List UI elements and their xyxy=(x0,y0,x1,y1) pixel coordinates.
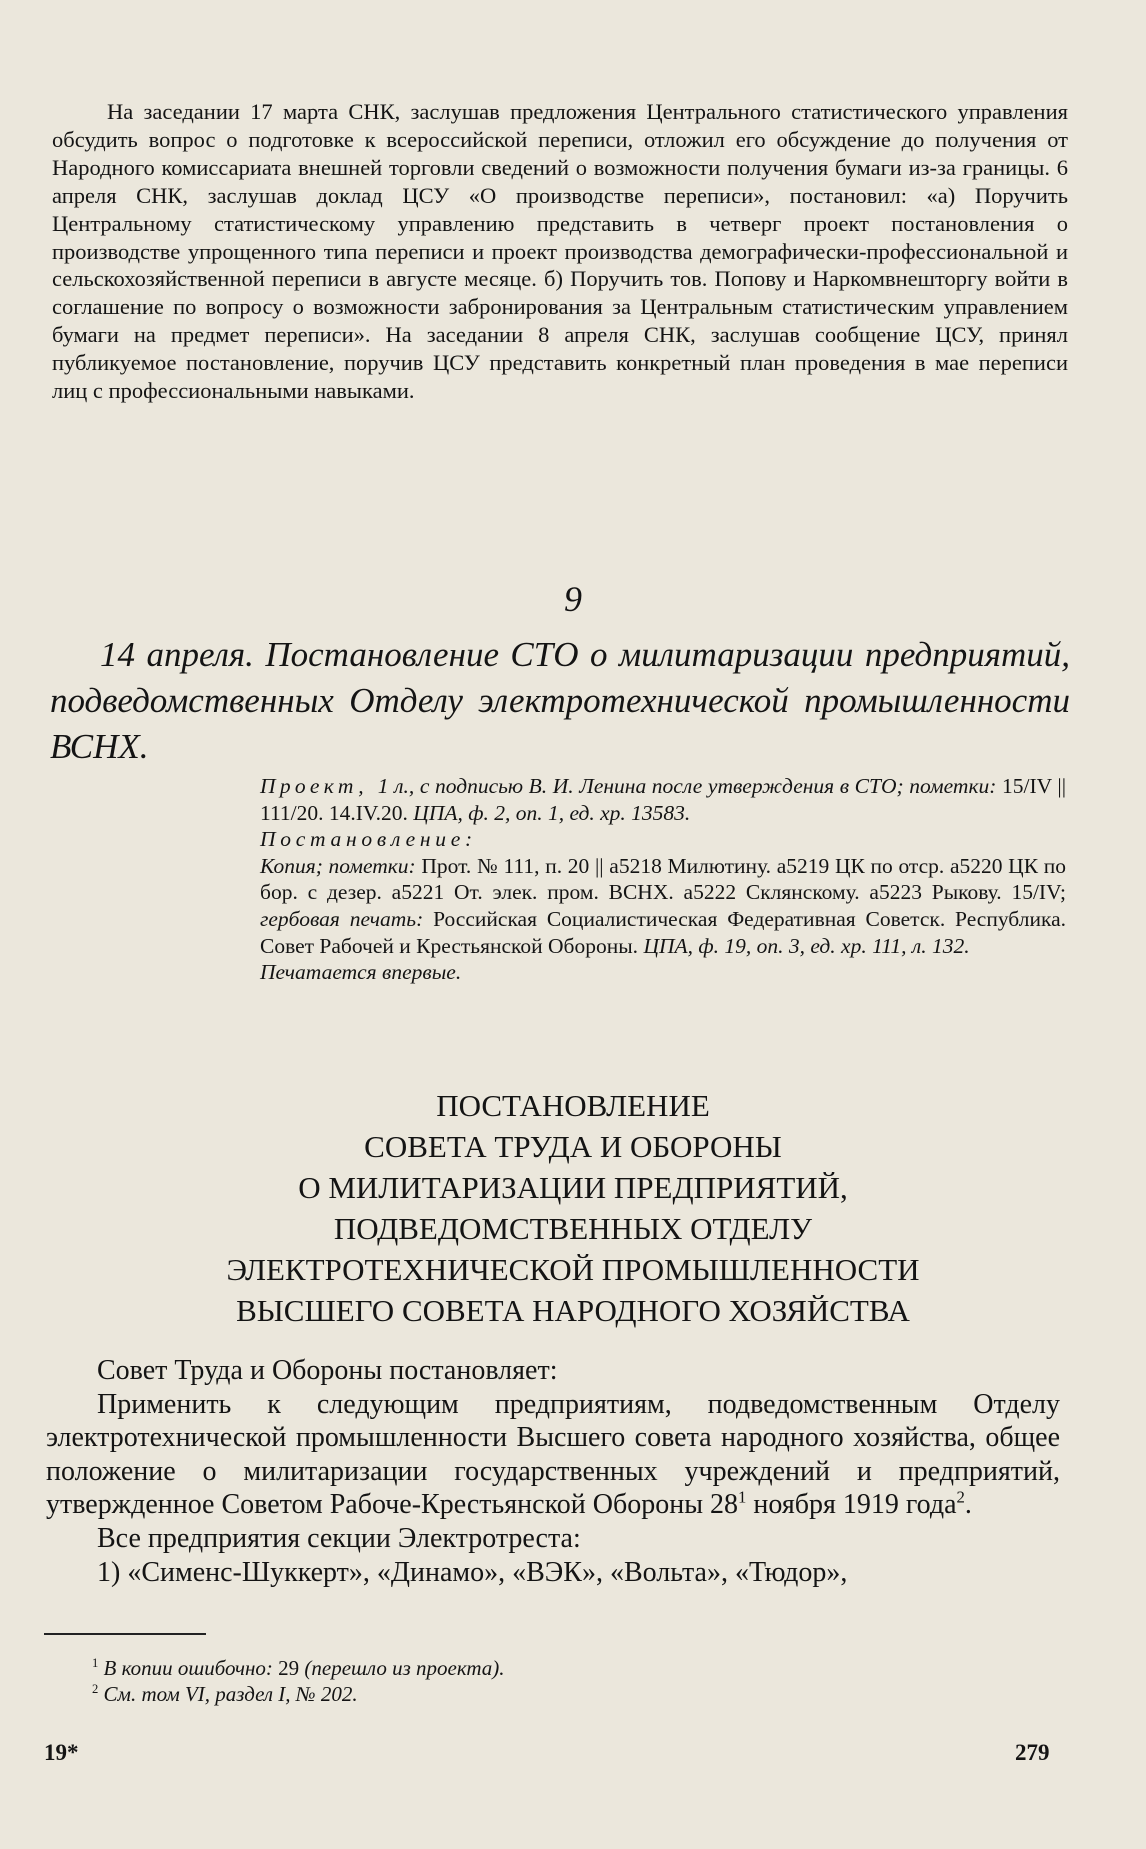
draft-desc: 1 л., с подписью В. И. Ленина после утверждения в СТО; пометки: xyxy=(377,774,1003,798)
copy-note xyxy=(260,853,1066,959)
body-paragraph: Все предприятия секции Электротреста: xyxy=(97,1522,581,1554)
first-print-note: Печатается впервые. xyxy=(260,960,462,985)
body-paragraph: Совет Труда и Обороны постановляет: xyxy=(97,1355,558,1386)
intro-paragraph: На заседании 17 марта СНК, заслушав предложения Центрального статистического управления обсудить вопрос о подготовке к всероссийской переписи, отложил его обсуждение до получения от Народного комиссариата внешней торговли сведений о возможности получения бумаги из-за границы. 6 апреля СНК, заслушав доклад ЦСУ «О производстве переписи», постановил: «а) Поручить Центральному статистическому управлению представить в четверг проект постановления о производстве упрощенного типа переписи и проект производства демографически-профессиональной и сельскохозяйственной переписи в августе месяце. б) Поручить тов. Попову и Наркомвнешторгу войти в соглашение по вопросу о возможности забронирования за Центральным статистическим управлением бумаги на предмет переписи». На заседании 8 апреля СНК, заслушав сообщение ЦСУ, принял публикуемое постановление, поручив ЦСУ представить конкретный план проведения в мае переписи лиц с профессиональными навыками. xyxy=(52,99,1068,404)
decree-heading-line: ЭЛЕКТРОТЕХНИЧЕСКОЙ ПРОМЫШЛЕННОСТИ xyxy=(226,1252,920,1287)
copy-archive: ЦПА, ф. 19, оп. 3, ед. хр. 111, л. 132. xyxy=(643,933,970,958)
draft-archive: ЦПА, ф. 2, оп. 1, ед. хр. 13583. xyxy=(413,800,691,825)
copy-marks: Прот. № 111, п. 20 || а5218 Милютину. а5219 ЦК по отср. а5220 ЦК по бор. с дезер. а5221 От. элек. пром. ВСНХ. а5222 Склянскому. а5223 Рыкову. 15/IV; xyxy=(260,853,1066,905)
seal-text: Российская Социалистическая Федеративная Советск. Республика. Совет Рабочей и Крестьянской Обороны. xyxy=(260,906,1066,958)
footnote-divider xyxy=(44,1633,206,1635)
document-title: 14 апреля. Постановление СТО о милитаризации предприятий, подведомственных Отделу электротехнической промышленности ВСНХ. xyxy=(50,635,1070,766)
footnote xyxy=(92,1655,992,1681)
body-text-run: ноября 1919 года xyxy=(746,1489,957,1521)
page-number: 279 xyxy=(1015,1740,1050,1765)
draft-note xyxy=(260,773,1066,826)
footnote-text: 29 xyxy=(278,1656,300,1680)
body-text-run: . xyxy=(964,1489,972,1521)
footnote-text: См. том VI, раздел I, № 202. xyxy=(103,1682,358,1706)
decree-heading xyxy=(0,1085,1146,1331)
footnote-text: (перешло из проекта). xyxy=(299,1656,505,1680)
footnote-text: В копии ошибочно: xyxy=(103,1656,279,1680)
draft-label: Проект, xyxy=(260,774,378,798)
decree-heading-line: ВЫСШЕГО СОВЕТА НАРОДНОГО ХОЗЯЙСТВА xyxy=(236,1293,910,1328)
body-paragraph: 1) «Сименс-Шуккерт», «Динамо», «ВЭК», «Вольта», «Тюдор», xyxy=(97,1556,848,1588)
footnote-number: 2 xyxy=(92,1682,99,1696)
signature-mark: 19* xyxy=(44,1740,79,1765)
decree-label: Постановление: xyxy=(260,827,477,852)
copy-label: Копия; пометки: xyxy=(260,853,422,878)
footnote xyxy=(92,1681,992,1707)
body-paragraph xyxy=(46,1388,1060,1522)
archive-note xyxy=(260,773,1066,986)
footnotes xyxy=(92,1655,992,1707)
decree-body xyxy=(46,1354,1060,1589)
decree-heading-line: ПОДВЕДОМСТВЕННЫХ ОТДЕЛУ xyxy=(333,1211,813,1246)
draft-marks: 15/IV || 111/20. 14.IV.20. xyxy=(260,774,1066,825)
decree-heading-line: ПОСТАНОВЛЕНИЕ xyxy=(436,1088,710,1123)
seal-label: гербовая печать: xyxy=(260,906,434,931)
document-number: 9 xyxy=(564,579,582,619)
footnote-ref: 1 xyxy=(738,1488,747,1508)
decree-heading-line: СОВЕТА ТРУДА И ОБОРОНЫ xyxy=(364,1129,782,1164)
footnote-ref: 2 xyxy=(956,1488,965,1508)
decree-heading-line: О МИЛИТАРИЗАЦИИ ПРЕДПРИЯТИЙ, xyxy=(298,1170,848,1205)
footnote-number: 1 xyxy=(92,1656,99,1670)
body-text-run: Применить к следующим предприятиям, подведомственным Отделу электротехнической промышленности Высшего совета народного хозяйства, общее положение о милитаризации государственных учреждений и предприятий, утвержденное Советом Рабоче-Крестьянской Обороны 28 xyxy=(46,1388,1060,1521)
